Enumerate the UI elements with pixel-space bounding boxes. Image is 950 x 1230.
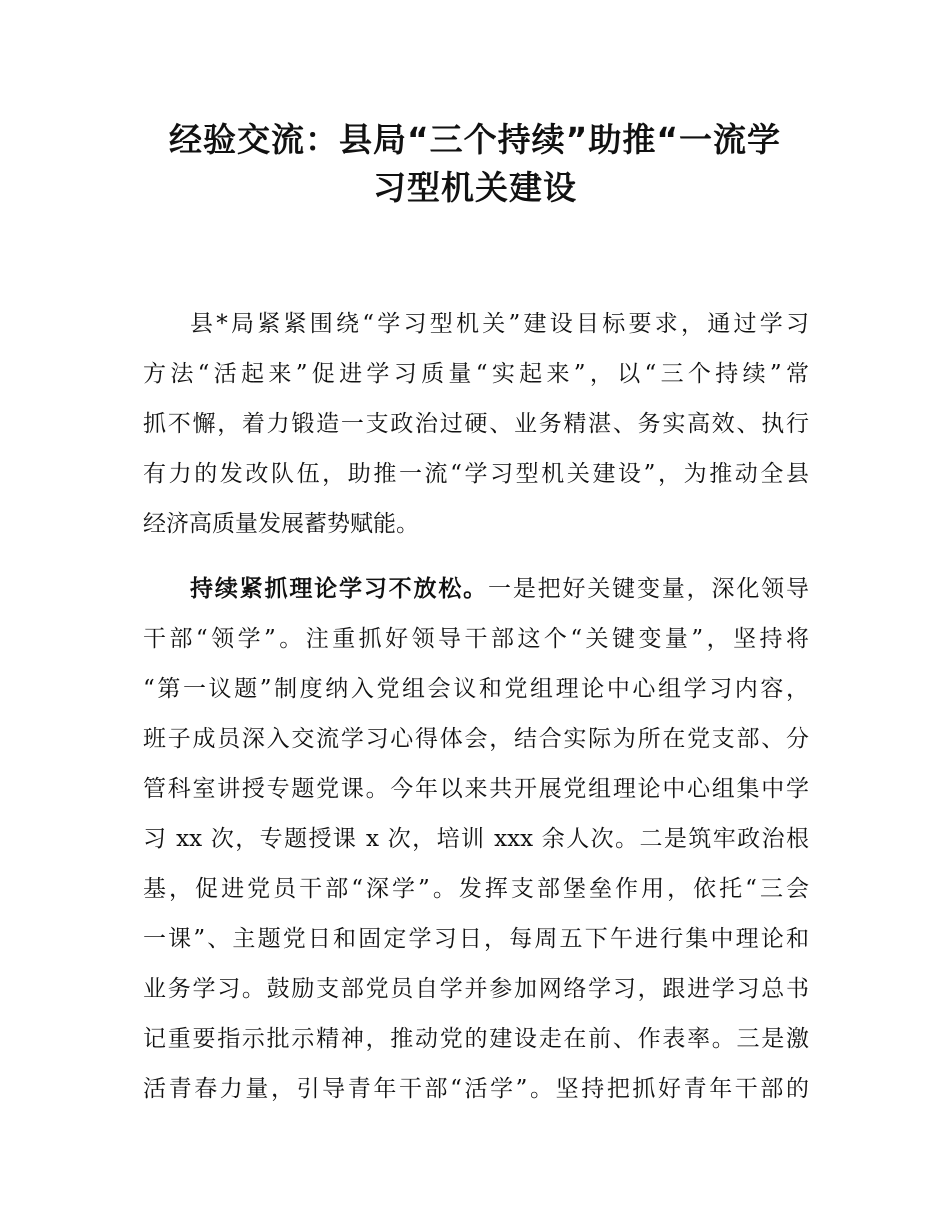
document-title-line-1: 经验交流：县局“三个持续”助推“一流学 [168,120,782,159]
section1-line: 干部“领学”。注重抓好领导干部这个“关键变量”，坚持将 [143,626,809,652]
section1-line: 基，促进党员干部“深学”。发挥支部堡垒作用，依托“三会 [143,876,809,902]
section1-line: 活青春力量，引导青年干部“活学”。坚持把抓好青年干部的 [143,1076,809,1102]
intro-line: 经济高质量发展蓄势赋能。 [143,511,419,537]
section1-line: 班子成员深入交流学习心得体会，结合实际为所在党支部、分 [143,726,809,752]
intro-line: 抓不懈，着力锻造一支政治过硬、业务精湛、务实高效、执行 [143,411,809,437]
section1-line: 管科室讲授专题党课。今年以来共开展党组理论中心组集中学 [143,776,809,802]
section1-line: “第一议题”制度纳入党组会议和党组理论中心组学习内容， [143,676,809,702]
intro-line: 方法“活起来”促进学习质量“实起来”，以“三个持续”常 [143,361,809,387]
section1-line: 习 xx 次，专题授课 x 次，培训 xxx 余人次。二是筑牢政治根 [143,826,809,852]
section1-first-line-rest: 一是把好关键变量，深化领导 [488,576,810,602]
section1-first-line [190,572,809,606]
section1-line: 记重要指示批示精神，推动党的建设走在前、作表率。三是激 [143,1026,809,1052]
section1-line: 业务学习。鼓励支部党员自学并参加网络学习，跟进学习总书 [143,976,809,1002]
intro-line: 有力的发改队伍，助推一流“学习型机关建设”，为推动全县 [143,461,809,487]
section1-lead: 持续紧抓理论学习不放松。 [190,576,488,602]
intro-line: 县*局紧紧围绕“学习型机关”建设目标要求，通过学习 [190,311,809,337]
section1-line: 一课”、主题党日和固定学习日，每周五下午进行集中理论和 [143,926,809,952]
document-title-line-2: 习型机关建设 [373,168,577,207]
